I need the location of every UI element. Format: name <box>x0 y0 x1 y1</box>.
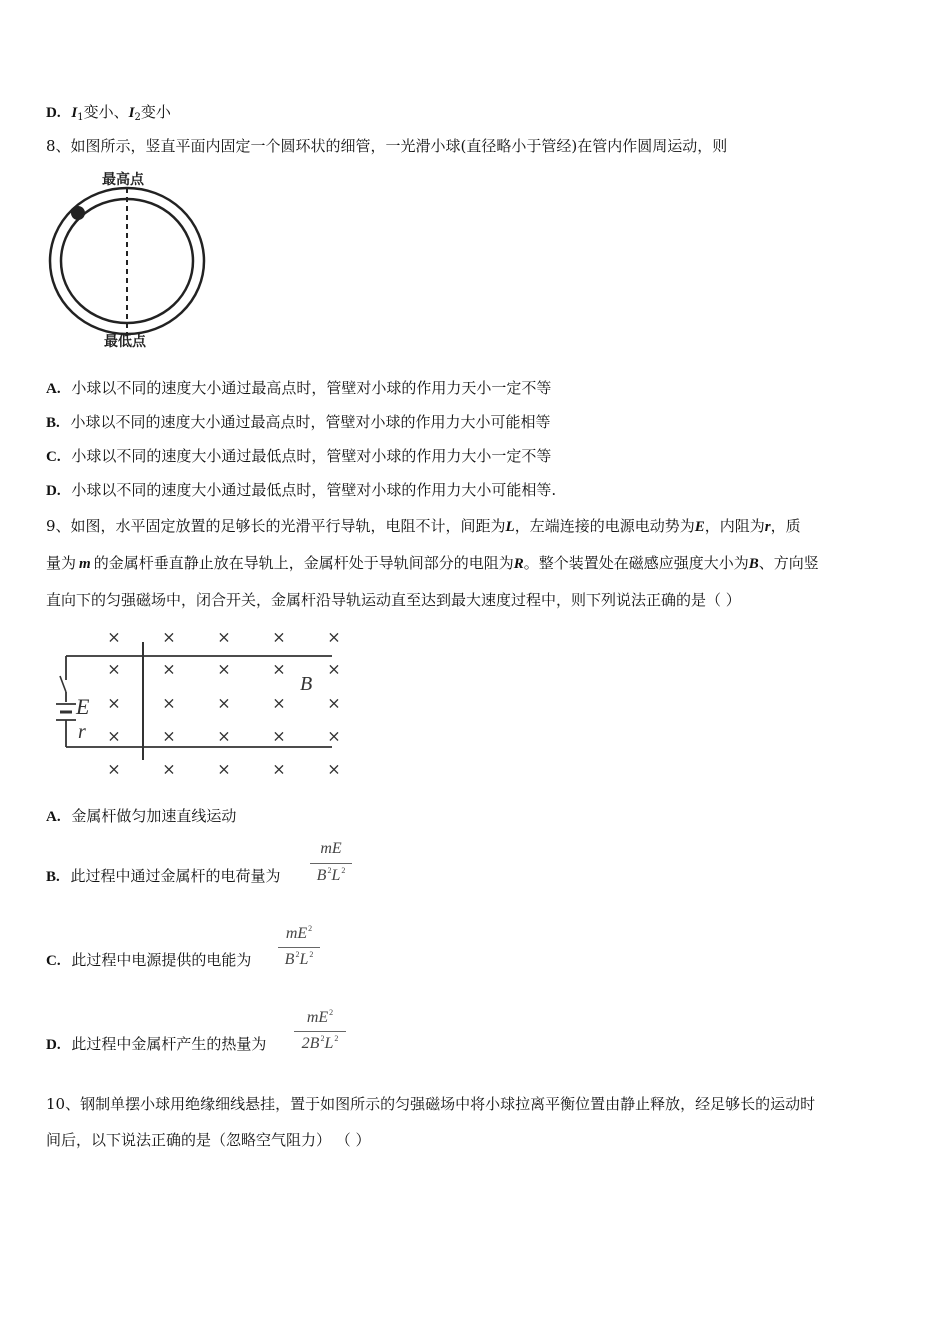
q8-option-a <box>46 378 551 399</box>
numerator-exp: 2 <box>329 1008 334 1017</box>
charge-fraction <box>310 840 352 890</box>
den-base-2: L <box>324 1035 334 1052</box>
field-cross: × <box>162 726 176 746</box>
field-cross: × <box>327 627 341 647</box>
den-base-2: L <box>299 951 309 968</box>
den-exp-1: 2 <box>320 1034 325 1043</box>
subscript-1: 1 <box>77 112 84 123</box>
q9-stem-line-3: 直向下的匀强磁场中，闭合开关，金属杆沿导轨运动直至达到最大速度过程中，则下列说法正确的是（ ） <box>46 591 741 609</box>
subscript-2: 2 <box>134 112 141 123</box>
numerator-text: mE <box>306 1009 329 1026</box>
var-L: L <box>505 519 515 535</box>
option-letter: C. <box>46 953 61 969</box>
numerator-text: mE <box>285 925 308 942</box>
field-cross: × <box>272 659 286 679</box>
option-letter: D. <box>46 105 61 121</box>
fraction-numerator <box>310 840 352 858</box>
fraction-numerator <box>294 1008 346 1027</box>
option-text: 此过程中金属杆产生的热量为 <box>71 1035 267 1053</box>
var-B: B <box>748 556 759 572</box>
field-cross: × <box>327 693 341 713</box>
q8-stem: 8、如图所示，竖直平面内固定一个圆环状的细管，一光滑小球(直径略小于管经)在管内作圆周运动，则 <box>46 137 728 155</box>
stem-text: ，质 <box>770 517 801 535</box>
field-cross: × <box>272 627 286 647</box>
fraction-bar <box>294 1031 346 1032</box>
field-cross: × <box>107 627 121 647</box>
option-text: 小球以不同的速度大小通过最高点时，管壁对小球的作用力大小可能相等 <box>70 413 551 431</box>
field-cross: × <box>217 693 231 713</box>
resistance-label: r <box>78 721 86 743</box>
q9-option-c <box>46 950 251 971</box>
option-letter: B. <box>46 415 60 431</box>
field-cross: × <box>162 693 176 713</box>
numerator-exp: 2 <box>308 924 313 933</box>
current-symbol-2: I <box>128 105 135 121</box>
rail-circuit-figure <box>46 620 356 780</box>
option-text: 金属杆做匀加速直线运动 <box>71 807 237 825</box>
option-text-2: 变小 <box>140 103 171 121</box>
q10-stem-line-1: 10、钢制单摆小球用绝缘细线悬挂，置于如图所示的匀强磁场中将小球拉离平衡位置由静止释放，经足够长的运动时 <box>46 1095 816 1113</box>
option-letter: A. <box>46 809 61 825</box>
figure-label-bottom: 最低点 <box>104 334 146 350</box>
stem-text: 、方向竖 <box>758 554 819 572</box>
stem-text: ，内阻为 <box>704 517 765 535</box>
field-cross: × <box>162 759 176 779</box>
field-cross: × <box>107 759 121 779</box>
stem-text: 的金属杆垂直静止放在导轨上，金属杆处于导轨间部分的电阻为 <box>93 554 514 572</box>
field-cross: × <box>107 726 121 746</box>
q9-option-b <box>46 866 281 887</box>
field-cross: × <box>327 726 341 746</box>
fraction-denominator <box>294 1034 346 1053</box>
den-base-1: B <box>316 867 327 884</box>
option-letter: C. <box>46 449 61 465</box>
ball <box>71 206 85 220</box>
ring-tube-figure <box>46 166 216 352</box>
q8-option-c <box>46 446 551 467</box>
den-exp-1: 2 <box>327 866 332 875</box>
numerator-text: mE <box>320 840 342 857</box>
current-symbol-1: I <box>71 105 78 121</box>
q8-option-d <box>46 480 556 501</box>
energy-fraction <box>278 924 320 974</box>
field-cross: × <box>272 726 286 746</box>
q10-stem-line-2: 间后，以下说法正确的是（忽略空气阻力） （ ） <box>46 1131 371 1149</box>
q9-stem-line-2 <box>46 553 819 574</box>
den-base-2: L <box>331 867 341 884</box>
option-text: 小球以不同的速度大小通过最低点时，管壁对小球的作用力大小可能相等. <box>71 481 557 499</box>
field-cross: × <box>217 659 231 679</box>
den-exp-2: 2 <box>309 950 314 959</box>
switch-blade <box>60 676 66 692</box>
den-base-1: 2B <box>301 1035 320 1052</box>
var-R: R <box>513 556 524 572</box>
stem-text: 。整个装置处在磁感应强度大小为 <box>523 554 749 572</box>
option-text-1: 变小、 <box>83 103 129 121</box>
field-cross: × <box>217 726 231 746</box>
field-cross: × <box>272 693 286 713</box>
field-cross: × <box>272 759 286 779</box>
fraction-denominator <box>278 950 320 969</box>
q8-option-b <box>46 412 551 433</box>
field-cross: × <box>107 693 121 713</box>
var-E: E <box>694 519 705 535</box>
field-cross: × <box>107 659 121 679</box>
fraction-denominator <box>310 866 352 885</box>
den-exp-2: 2 <box>341 866 346 875</box>
figure-label-top: 最高点 <box>102 172 144 188</box>
option-text: 小球以不同的速度大小通过最低点时，管壁对小球的作用力大小一定不等 <box>71 447 552 465</box>
stem-text: 量为 <box>46 554 77 572</box>
field-cross: × <box>327 659 341 679</box>
option-text: 此过程中电源提供的电能为 <box>71 951 252 969</box>
option-text: 小球以不同的速度大小通过最高点时，管壁对小球的作用力天小一定不等 <box>71 379 552 397</box>
stem-text: ，左端连接的电源电动势为 <box>514 517 695 535</box>
fraction-numerator <box>278 924 320 943</box>
den-base-1: B <box>284 951 295 968</box>
stem-text: 9、如图，水平固定放置的足够长的光滑平行导轨，电阻不计，间距为 <box>46 517 506 535</box>
option-letter: D. <box>46 1037 61 1053</box>
field-label: B <box>300 673 313 695</box>
fraction-bar <box>310 863 352 864</box>
field-cross: × <box>327 759 341 779</box>
field-cross: × <box>217 759 231 779</box>
q9-option-d <box>46 1034 266 1055</box>
var-r: r <box>764 519 771 535</box>
field-cross: × <box>217 627 231 647</box>
option-text: 此过程中通过金属杆的电荷量为 <box>70 867 281 885</box>
q9-stem-line-1 <box>46 516 801 537</box>
emf-label: E <box>76 694 90 719</box>
den-exp-1: 2 <box>295 950 300 959</box>
var-m: m <box>79 556 91 572</box>
fraction-bar <box>278 947 320 948</box>
heat-fraction <box>294 1008 346 1058</box>
q7-option-d <box>46 102 171 128</box>
field-cross: × <box>162 659 176 679</box>
den-exp-2: 2 <box>334 1034 339 1043</box>
q9-option-a <box>46 806 236 827</box>
option-letter: A. <box>46 381 61 397</box>
option-letter: B. <box>46 869 60 885</box>
option-letter: D. <box>46 483 61 499</box>
field-cross: × <box>162 627 176 647</box>
